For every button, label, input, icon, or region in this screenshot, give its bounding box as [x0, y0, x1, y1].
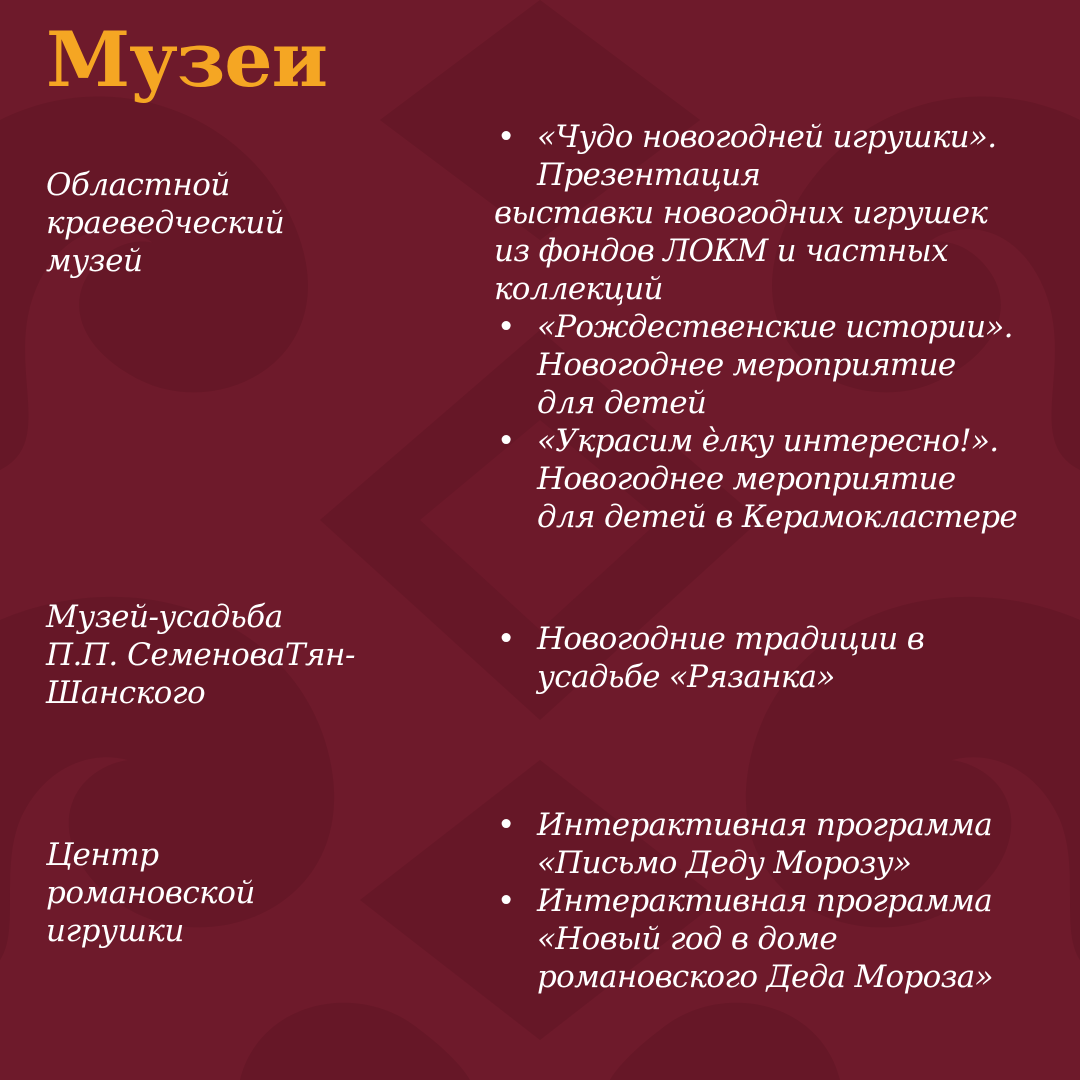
- museum-name-semenov-estate: Музей-усадьба П.П. СеменоваТян- Шанского: [46, 599, 355, 711]
- bullet-icon: •: [497, 423, 515, 459]
- event-item: [494, 806, 1064, 882]
- event-item: [494, 882, 1064, 996]
- museum-name-regional: Областной краеведческий музей: [46, 167, 285, 279]
- event-text-line: романовского Деда Мороза»: [537, 959, 993, 995]
- event-text-line: для детей в Керамокластере: [537, 499, 1018, 535]
- event-text-line: «Письмо Деду Морозу»: [537, 845, 912, 881]
- event-text-line: Интерактивная программа: [537, 883, 992, 919]
- event-text: [537, 422, 1064, 536]
- bullet-icon: •: [497, 119, 515, 155]
- event-text-line: выставки новогодних игрушек: [494, 195, 988, 231]
- bullet-icon: •: [497, 883, 515, 919]
- event-text-line: Новогодние традиции в: [537, 621, 925, 657]
- event-text-line: усадьбе «Рязанка»: [537, 659, 835, 695]
- bullet-icon: •: [497, 309, 515, 345]
- bullet-icon: •: [497, 807, 515, 843]
- event-text: [537, 308, 1064, 422]
- event-text-line: Новогоднее мероприятие: [537, 461, 956, 497]
- museum-name-romanov-toy-center: Центр романовской игрушки: [46, 837, 255, 949]
- event-text: [537, 806, 1064, 882]
- event-list-regional: [494, 118, 1064, 536]
- event-text: [537, 882, 1064, 996]
- event-text-line: Интерактивная программа: [537, 807, 992, 843]
- event-text-line: Презентация: [537, 157, 761, 193]
- event-text-line: для детей: [537, 385, 707, 421]
- event-text-line: «Украсим ѐлку интересно!».: [537, 423, 999, 459]
- event-text: [494, 118, 1064, 308]
- bullet-icon: •: [497, 621, 515, 657]
- event-item: [494, 308, 1064, 422]
- event-text-line: из фондов ЛОКМ и частных: [494, 233, 948, 269]
- event-text-line: Новогоднее мероприятие: [537, 347, 956, 383]
- event-text-line: «Новый год в доме: [537, 921, 837, 957]
- event-item: [494, 118, 1064, 308]
- event-list-semenov-estate: [494, 620, 1064, 696]
- event-item: [494, 620, 1064, 696]
- event-text: [537, 620, 1064, 696]
- event-list-romanov-toy-center: [494, 806, 1064, 996]
- event-text-line: коллекций: [494, 271, 663, 307]
- event-text-line: «Рождественские истории».: [537, 309, 1013, 345]
- event-text-line: «Чудо новогодней игрушки».: [537, 119, 997, 155]
- event-item: [494, 422, 1064, 536]
- page-title: Музеи: [46, 15, 328, 104]
